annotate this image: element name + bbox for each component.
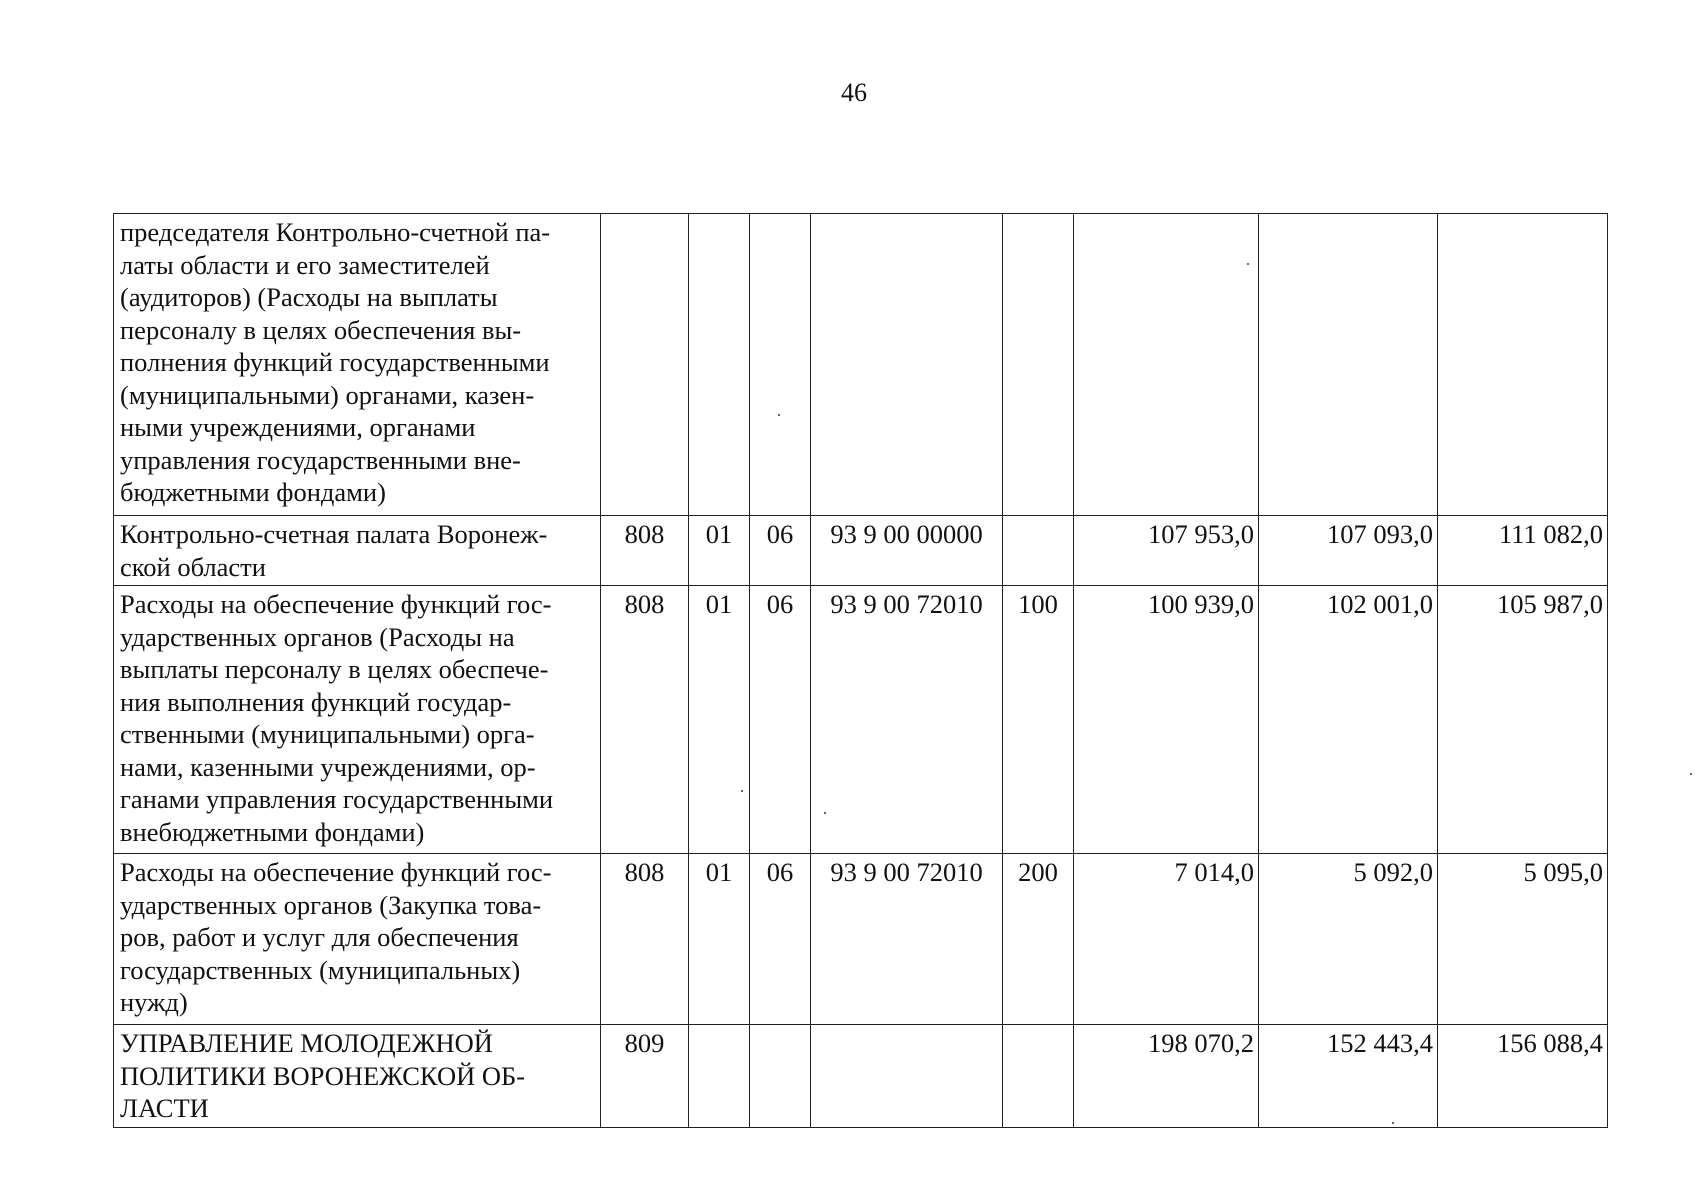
cell-amount-year3: 105 987,0 — [1438, 586, 1608, 854]
cell-amount-year2 — [1259, 214, 1438, 516]
cell-target-article: 93 9 00 72010 — [811, 586, 1003, 854]
cell-section — [689, 1025, 750, 1128]
cell-amount-year1 — [1074, 214, 1259, 516]
cell-expense-type — [1003, 516, 1074, 586]
cell-amount-year1: 7 014,0 — [1074, 854, 1259, 1025]
cell-grbs — [601, 214, 689, 516]
cell-name: Контрольно-счетная палата Воронеж- ской области — [114, 516, 601, 586]
scan-speck — [1392, 1122, 1394, 1124]
scan-speck — [741, 790, 743, 792]
cell-amount-year3: 156 088,4 — [1438, 1025, 1608, 1128]
cell-subsection: 06 — [750, 586, 811, 854]
cell-grbs: 808 — [601, 854, 689, 1025]
cell-target-article: 93 9 00 72010 — [811, 854, 1003, 1025]
scan-speck — [1690, 773, 1692, 775]
cell-amount-year3: 111 082,0 — [1438, 516, 1608, 586]
cell-name: Расходы на обеспечение функций гос- ударственных органов (Закупка това- ров, работ и услуг для обеспечения государственных (муниципальных) нужд) — [114, 854, 601, 1025]
cell-section: 01 — [689, 586, 750, 854]
cell-name: УПРАВЛЕНИЕ МОЛОДЕЖНОЙ ПОЛИТИКИ ВОРОНЕЖСКОЙ ОБ- ЛАСТИ — [114, 1025, 601, 1128]
cell-amount-year1: 100 939,0 — [1074, 586, 1259, 854]
cell-amount-year2: 102 001,0 — [1259, 586, 1438, 854]
cell-grbs: 808 — [601, 586, 689, 854]
cell-name: председателя Контрольно-счетной па- латы области и его заместителей (аудиторов) (Расходы на выплаты персоналу в целях обеспечения вы- полнения функций государственными (муниципальными) органами, казен- ными учреждениями, органами управления государственными вне- бюджетными фондами) — [114, 214, 601, 516]
page-number: 46 — [841, 78, 867, 107]
cell-subsection: 06 — [750, 516, 811, 586]
cell-expense-type — [1003, 1025, 1074, 1128]
cell-subsection — [750, 1025, 811, 1128]
table-row — [114, 586, 1608, 854]
table-row — [114, 516, 1608, 586]
cell-section: 01 — [689, 516, 750, 586]
cell-name: Расходы на обеспечение функций гос- ударственных органов (Расходы на выплаты персоналу в целях обеспече- ния выполнения функций государ- ственными (муниципальными) орга- нами, казенными учреждениями, ор- ганами управления государственными внебюджетными фондами) — [114, 586, 601, 854]
cell-amount-year2: 152 443,4 — [1259, 1025, 1438, 1128]
cell-expense-type: 200 — [1003, 854, 1074, 1025]
cell-amount-year3 — [1438, 214, 1608, 516]
table-row — [114, 1025, 1608, 1128]
cell-target-article: 93 9 00 00000 — [811, 516, 1003, 586]
scan-speck — [1247, 263, 1249, 265]
cell-grbs: 808 — [601, 516, 689, 586]
cell-expense-type: 100 — [1003, 586, 1074, 854]
cell-section: 01 — [689, 854, 750, 1025]
scan-speck — [824, 812, 826, 814]
scan-speck — [778, 414, 780, 416]
cell-target-article — [811, 214, 1003, 516]
table-row — [114, 854, 1608, 1025]
cell-subsection — [750, 214, 811, 516]
table-row — [114, 214, 1608, 516]
cell-amount-year1: 107 953,0 — [1074, 516, 1259, 586]
budget-table-body — [114, 214, 1608, 1128]
cell-section — [689, 214, 750, 516]
cell-subsection: 06 — [750, 854, 811, 1025]
cell-amount-year2: 5 092,0 — [1259, 854, 1438, 1025]
cell-amount-year1: 198 070,2 — [1074, 1025, 1259, 1128]
cell-amount-year2: 107 093,0 — [1259, 516, 1438, 586]
cell-amount-year3: 5 095,0 — [1438, 854, 1608, 1025]
budget-table — [113, 213, 1608, 1128]
cell-grbs: 809 — [601, 1025, 689, 1128]
cell-target-article — [811, 1025, 1003, 1128]
cell-expense-type — [1003, 214, 1074, 516]
